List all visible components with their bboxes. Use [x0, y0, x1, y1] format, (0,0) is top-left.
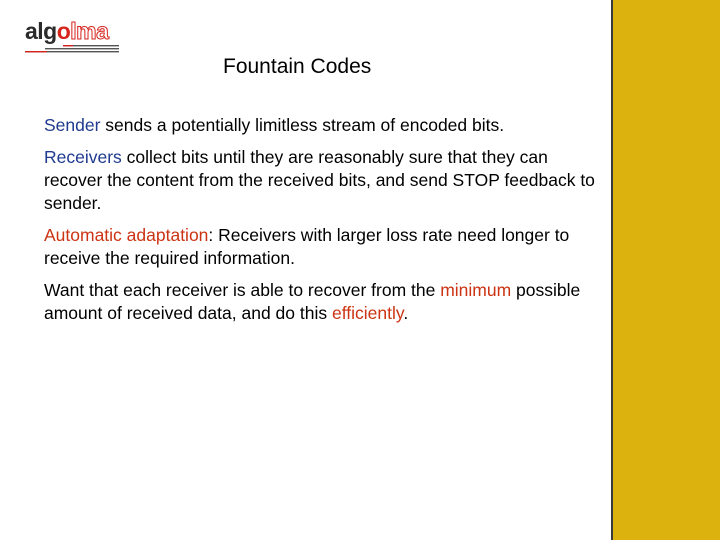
highlight-sender: Sender	[44, 115, 101, 135]
paragraph-text: sends a potentially limitless stream of encoded bits.	[100, 115, 505, 135]
logo-text-dark: alg	[25, 18, 57, 44]
algolma-logo	[25, 18, 125, 54]
highlight-receivers: Receivers	[44, 147, 122, 167]
paragraph-efficiency	[44, 279, 604, 325]
paragraph-text: : Receivers with larger loss rate need longer to receive the required information.	[44, 225, 570, 268]
highlight-minimum: minimum	[440, 280, 512, 300]
highlight-efficiently: efficiently	[331, 303, 404, 323]
paragraph-text: Want that each receiver is able to recover from the	[44, 280, 441, 300]
paragraph-receivers	[44, 146, 604, 215]
logo-tagline-graphic	[25, 44, 121, 56]
logo-wordmark	[25, 18, 108, 44]
paragraph-sender	[44, 114, 604, 137]
slide-body	[44, 114, 604, 334]
paragraph-text: .	[403, 303, 409, 323]
paragraph-text: possible amount of received data, and do this	[44, 280, 581, 323]
paragraph-adaptation	[44, 224, 604, 270]
logo-text-outline: lma	[70, 18, 109, 44]
highlight-automatic-adaptation: Automatic adaptation	[44, 225, 209, 245]
decorative-sidebar	[611, 0, 720, 540]
paragraph-text: collect bits until they are reasonably sure that they can recover the content from the received bits, and send STOP feedback to sender.	[44, 147, 595, 213]
slide-title: Fountain Codes	[223, 55, 372, 78]
logo-text-red: o	[56, 18, 71, 44]
